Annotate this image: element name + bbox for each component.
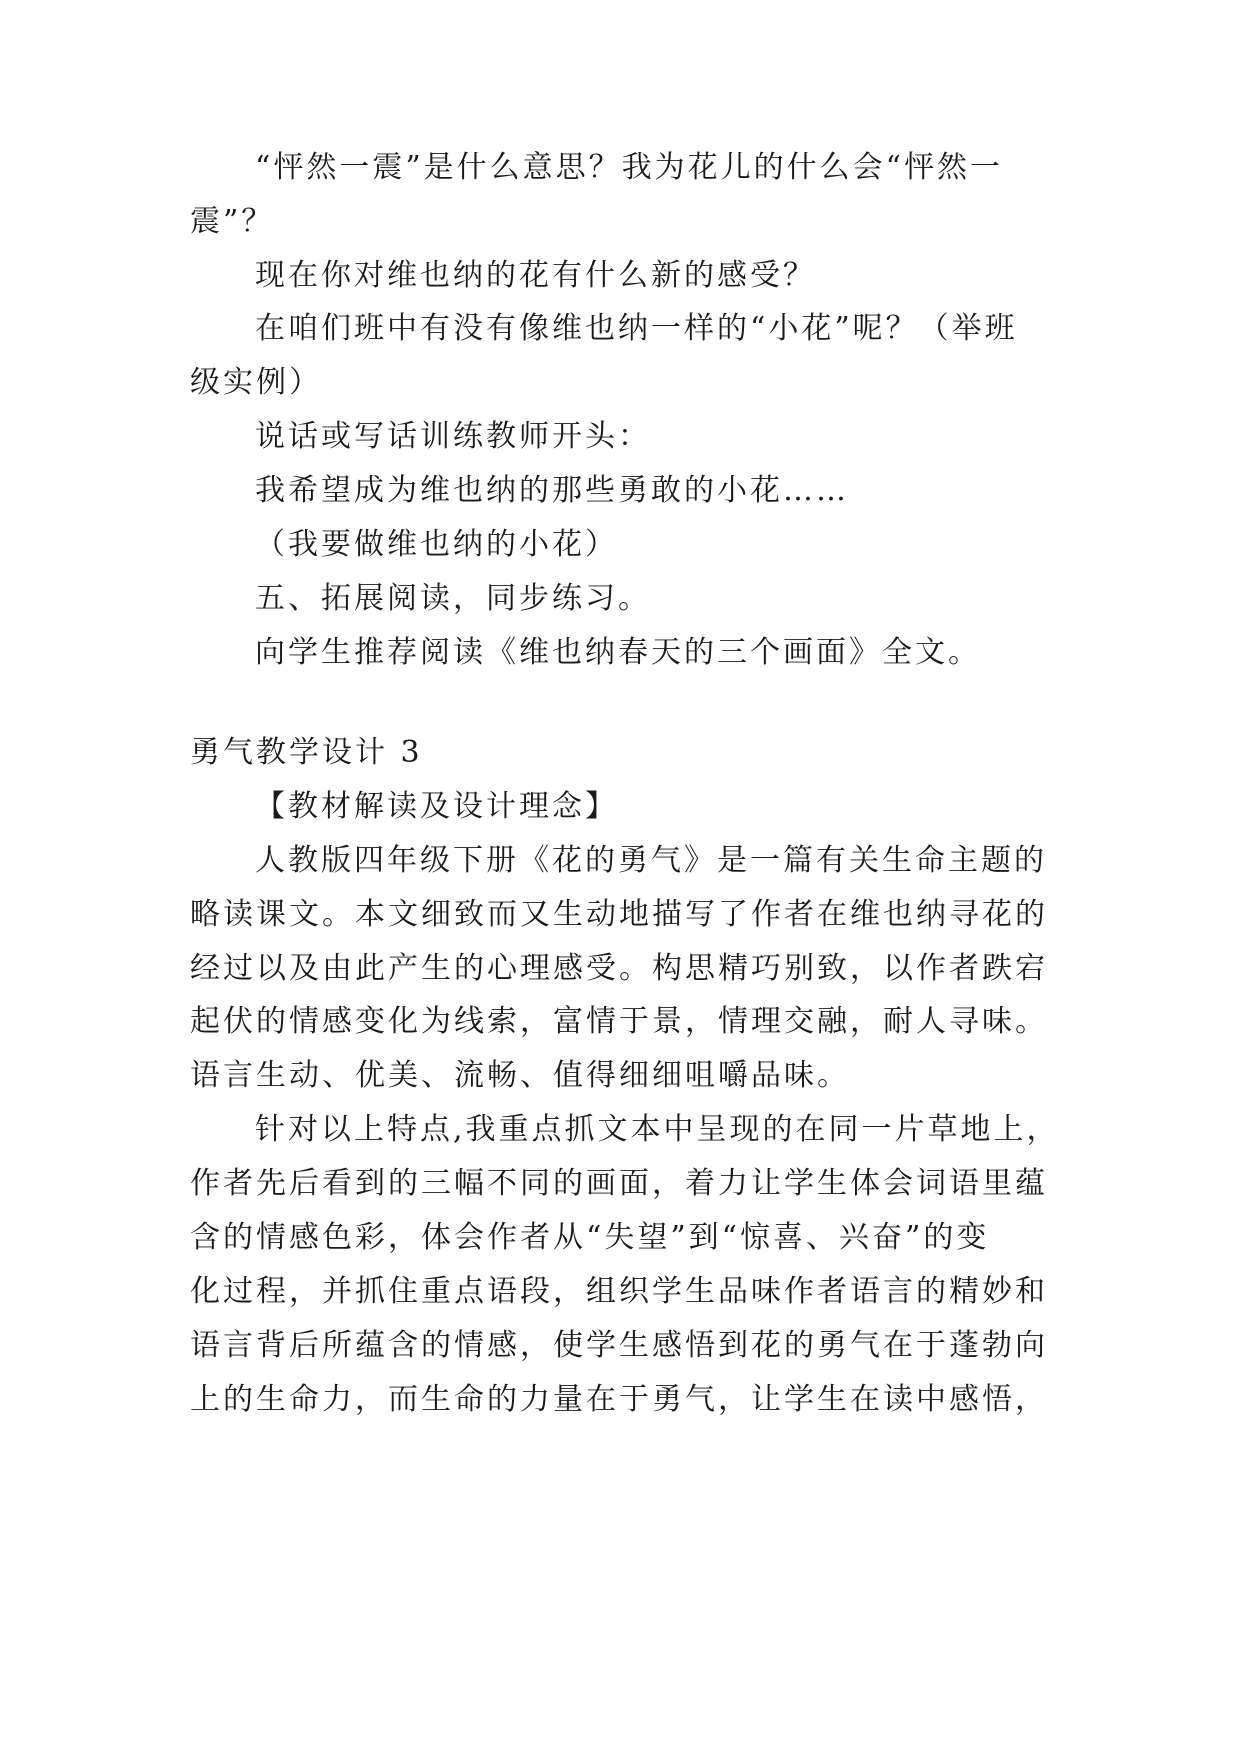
paragraph-line: 经过以及由此产生的心理感受。构思精巧别致，以作者跌宕 — [190, 951, 1048, 986]
subsection-heading: 【教材解读及设计理念】 — [255, 789, 618, 824]
paragraph-line: 向学生推荐阅读《维也纳春天的三个画面》全文。 — [255, 635, 981, 670]
paragraph-line: 人教版四年级下册《花的勇气》是一篇有关生命主题的 — [255, 843, 1047, 878]
paragraph-line: 语言生动、优美、流畅、值得细细咀嚼品味。 — [190, 1058, 850, 1093]
paragraph-line: 针对以上特点,我重点抓文本中呈现的在同一片草地上， — [255, 1112, 1060, 1147]
paragraph-line: “怦然一震”是什么意思？我为花儿的什么会“怦然一 — [255, 150, 1004, 185]
paragraph-line: 在咱们班中有没有像维也纳一样的“小花”呢？（举班 — [255, 311, 1018, 346]
paragraph-line: 作者先后看到的三幅不同的画面，着力让学生体会词语里蕴 — [190, 1166, 1048, 1201]
paragraph-line: 语言背后所蕴含的情感，使学生感悟到花的勇气在于蓬勃向 — [190, 1328, 1048, 1363]
paragraph-line: 说话或写话训练教师开头： — [255, 419, 651, 454]
paragraph-line: 五、拓展阅读，同步练习。 — [255, 581, 651, 616]
paragraph-line: 现在你对维也纳的花有什么新的感受？ — [255, 258, 816, 293]
paragraph-line: 我希望成为维也纳的那些勇敢的小花…… — [255, 473, 849, 508]
paragraph-line: 上的生命力，而生命的力量在于勇气，让学生在读中感悟， — [190, 1382, 1048, 1417]
paragraph-line: （我要做维也纳的小花） — [255, 527, 618, 562]
paragraph-line: 含的情感色彩，体会作者从“失望”到“惊喜、兴奋”的变 — [190, 1220, 990, 1255]
paragraph-line: 起伏的情感变化为线索，富情于景，情理交融，耐人寻味。 — [190, 1004, 1048, 1039]
section-heading: 勇气教学设计 3 — [190, 735, 423, 770]
paragraph-line: 级实例） — [190, 365, 322, 400]
paragraph-line: 震”？ — [190, 204, 275, 239]
paragraph-line: 化过程，并抓住重点语段，组织学生品味作者语言的精妙和 — [190, 1274, 1048, 1309]
paragraph-line: 略读课文。本文细致而又生动地描写了作者在维也纳寻花的 — [190, 897, 1048, 932]
